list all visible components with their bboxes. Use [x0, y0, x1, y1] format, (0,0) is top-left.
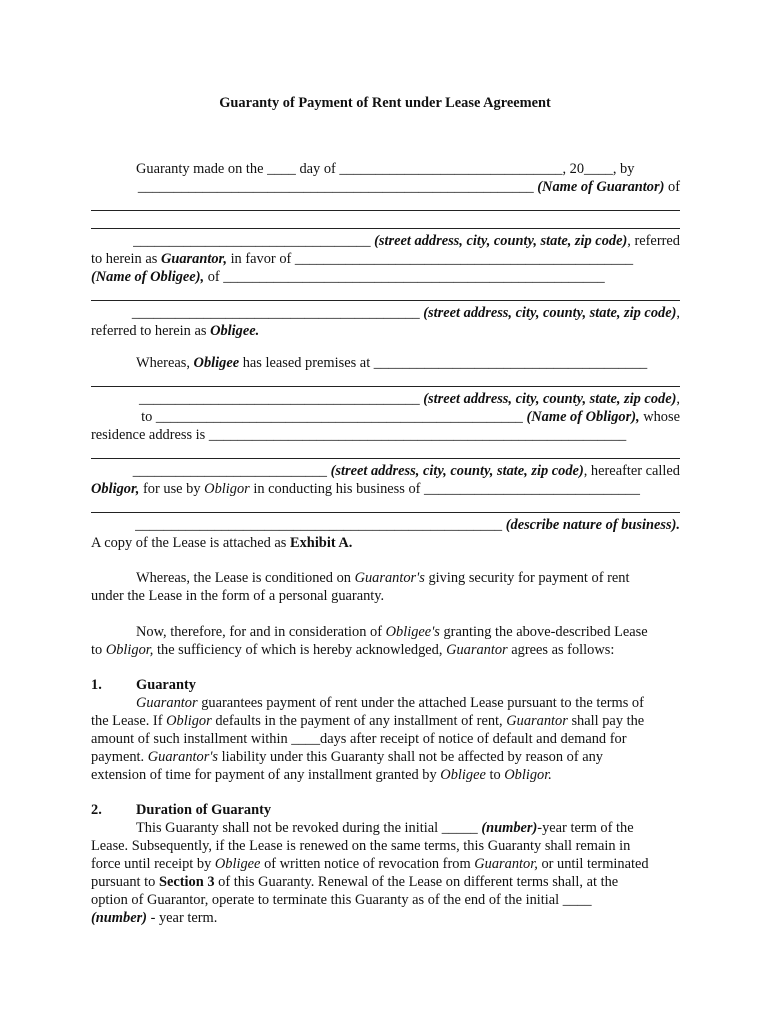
guarantor-reference-line: to herein as Guarantor, in favor of _______________________________________________ [91, 251, 634, 267]
exhibit-line: A copy of the Lease is attached as Exhibit A. [91, 535, 353, 551]
section-1-heading: Guaranty [136, 677, 196, 693]
blank-rule [91, 210, 680, 211]
section-1-line: amount of such installment within ____days after receipt of notice of default and demand for [91, 731, 627, 747]
section-2-line: (number) - year term. [91, 910, 218, 926]
whereas-security-line-2: under the Lease in the form of a personal guaranty. [91, 588, 385, 604]
section-1-line: the Lease. If Obligor defaults in the payment of any installment of rent, Guarantor shall pay the [91, 713, 645, 729]
section-1-line: Guarantor guarantees payment of rent under the attached Lease pursuant to the terms of [136, 695, 644, 711]
section-1-number: 1. [91, 677, 102, 693]
intro-line: Guaranty made on the ____ day of _______________________________, 20____, by [136, 161, 635, 177]
section-1-line: payment. Guarantor's liability under this Guaranty shall not be affected by reason of any [91, 749, 603, 765]
consideration-line: Now, therefore, for and in consideration of Obligee's granting the above-described Lease [136, 624, 648, 640]
guarantor-address-line: _________________________________ (street address, city, county, state, zip code), referred [133, 233, 680, 249]
blank-rule [91, 300, 680, 301]
whereas-security-line: Whereas, the Lease is conditioned on Guarantor's giving security for payment of rent [136, 570, 630, 586]
obligee-name-line: (Name of Obligee), of _____________________________________________________ [91, 269, 605, 285]
blank-rule [91, 458, 680, 459]
blank-rule [91, 386, 680, 387]
obligor-address-line: ___________________________ (street address, city, county, state, zip code), hereafter called [132, 463, 680, 479]
obligor-business-line: Obligor, for use by Obligor in conducting his business of ______________________________ [91, 481, 640, 497]
business-nature-line: ___________________________________________________ (describe nature of business). [135, 517, 680, 533]
section-1-line: extension of time for payment of any installment granted by Obligee to Obligor. [91, 767, 552, 783]
blank-rule [91, 228, 680, 229]
guarantor-name-line: _______________________________________________________ (Name of Guarantor) of [137, 179, 680, 195]
whereas-leased-line: Whereas, Obligee has leased premises at ______________________________________ [136, 355, 648, 371]
residence-address-line: residence address is __________________________________________________________ [91, 427, 627, 443]
blank-rule [91, 512, 680, 513]
obligor-name-line: to ___________________________________________________ (Name of Obligor), whose [141, 409, 680, 425]
obligee-address-line: ________________________________________ (street address, city, county, state, zip code), [131, 305, 680, 321]
section-2-line: pursuant to Section 3 of this Guaranty. Renewal of the Lease on different terms shall, at the [91, 874, 619, 890]
section-2-line: force until receipt by Obligee of written notice of revocation from Guarantor, or until terminated [91, 856, 649, 872]
section-2-line: Lease. Subsequently, if the Lease is renewed on the same terms, this Guaranty shall remain in [91, 838, 631, 854]
premises-address-line: _______________________________________ (street address, city, county, state, zip code), [139, 391, 680, 407]
section-2-heading: Duration of Guaranty [136, 802, 272, 818]
section-2-number: 2. [91, 802, 102, 818]
consideration-line-2: to Obligor, the sufficiency of which is hereby acknowledged, Guarantor agrees as follows: [91, 642, 615, 658]
document-title: Guaranty of Payment of Rent under Lease Agreement [219, 95, 551, 111]
obligee-reference-line: referred to herein as Obligee. [91, 323, 260, 339]
section-2-line: option of Guarantor, operate to terminate this Guaranty as of the end of the initial ____ [91, 892, 592, 908]
section-2-line: This Guaranty shall not be revoked during the initial _____ (number)-year term of the [136, 820, 634, 836]
